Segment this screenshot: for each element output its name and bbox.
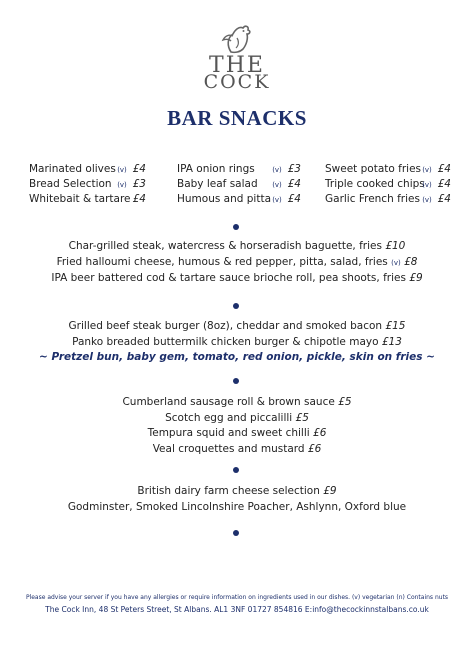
snack-price: £3	[287, 163, 301, 175]
burger-garnish-note: ~ Pretzel bun, baby gem, tomato, red onion, pickle, skin on fries ~	[39, 351, 435, 363]
divider-dot	[233, 303, 239, 309]
menu-item	[0, 484, 474, 500]
snack-column-2	[177, 162, 301, 207]
vegetarian-badge: (v)	[272, 196, 282, 204]
snack-price: £3	[132, 178, 146, 190]
menu-item	[0, 426, 474, 442]
snack-price: £4	[437, 193, 451, 205]
menu-item	[0, 411, 474, 427]
snack-price: £4	[437, 178, 451, 190]
vegetarian-badge: (v)	[117, 166, 127, 174]
snack-price: £4	[132, 193, 146, 205]
snack-price: £4	[132, 163, 146, 175]
menu-item-name: British dairy farm cheese selection	[137, 485, 320, 497]
menu-item	[0, 395, 474, 411]
divider-dot	[233, 378, 239, 384]
divider-dot	[233, 224, 239, 230]
menu-item-name: Veal croquettes and mustard	[152, 442, 305, 455]
logo	[0, 22, 474, 56]
menu-section-4	[0, 484, 474, 515]
snack-name: Triple cooked chips	[325, 178, 425, 190]
menu-item-name: IPA beer battered cod & tartare sauce brioche roll, pea shoots, fries	[51, 272, 406, 284]
snack-name: Sweet potato fries	[325, 163, 422, 175]
snack-price: £4	[287, 178, 301, 190]
menu-item-name: Fried halloumi cheese, humous & red pepper, pitta, salad, fries	[56, 255, 388, 268]
menu-item-price: £15	[385, 320, 406, 332]
snack-item	[177, 192, 301, 207]
menu-section-1	[0, 239, 474, 287]
vegetarian-badge: (v)	[422, 181, 432, 189]
cockerel-icon	[217, 22, 257, 56]
snack-column-1	[29, 162, 146, 207]
snack-item	[177, 162, 301, 177]
snack-price: £4	[437, 163, 451, 175]
menu-item-price: £5	[338, 396, 352, 408]
menu-item-price: £10	[385, 240, 406, 252]
menu-item	[0, 271, 474, 287]
address-line: The Cock Inn, 48 St Peters Street, St Albans. AL1 3NF 01727 854816 E:info@thecockinnstalbans.co.uk	[45, 605, 429, 614]
menu-item-name: Cumberland sausage roll & brown sauce	[122, 396, 335, 408]
logo-text-cock: COCK	[203, 71, 271, 93]
vegetarian-badge: (v)	[117, 181, 127, 189]
menu-item	[0, 239, 474, 255]
menu-item-price: £13	[381, 335, 402, 348]
page-title: BAR SNACKS	[167, 106, 307, 130]
menu-item-price: £5	[295, 411, 309, 424]
menu-item-price: £6	[313, 427, 327, 439]
menu-item-name: Char-grilled steak, watercress & horseradish baguette, fries	[68, 240, 382, 252]
snack-column-3	[325, 162, 451, 207]
menu-section-2	[0, 319, 474, 366]
snack-item	[325, 177, 451, 192]
snack-name: IPA onion rings	[177, 163, 255, 175]
menu-item	[0, 442, 474, 458]
vegetarian-badge: (v)	[272, 166, 282, 174]
divider-dot	[233, 467, 239, 473]
snack-name: Baby leaf salad	[177, 178, 258, 190]
snack-name: Whitebait & tartare	[29, 193, 131, 205]
snack-name: Garlic French fries	[325, 193, 420, 205]
allergy-note: Please advise your server if you have any allergies or require information on ingredients used in our dishes. (v) vegetarian (n) Contains nuts	[25, 594, 449, 601]
menu-item	[0, 255, 474, 272]
menu-item-price: £6	[307, 442, 322, 455]
menu-item-price: £9	[409, 272, 423, 284]
menu-item-price: £8	[404, 255, 418, 268]
snack-item	[325, 192, 451, 207]
menu-item-price: £9	[323, 485, 337, 497]
vegetarian-badge: (v)	[422, 166, 432, 174]
vegetarian-badge: (v)	[272, 181, 282, 189]
menu-item-name: Tempura squid and sweet chilli	[147, 427, 310, 439]
snack-item	[325, 162, 451, 177]
menu-section-3	[0, 395, 474, 457]
snack-name: Marinated olives	[29, 163, 116, 175]
snack-price: £4	[287, 193, 301, 205]
menu-item-name: Panko breaded buttermilk chicken burger & chipotle mayo	[72, 335, 379, 348]
snack-name: Humous and pitta	[177, 193, 272, 205]
menu-item	[0, 335, 474, 351]
snack-name: Bread Selection	[29, 178, 112, 190]
menu-item-name: Scotch egg and piccalilli	[165, 411, 293, 424]
menu-item-name: Grilled beef steak burger (8oz), cheddar and smoked bacon	[68, 320, 383, 332]
snack-item	[29, 192, 146, 207]
cheese-list: Godminster, Smoked Lincolnshire Poacher, Ashlynn, Oxford blue	[67, 500, 407, 513]
vegetarian-badge: (v)	[422, 196, 432, 204]
snack-item	[29, 162, 146, 177]
menu-item	[0, 319, 474, 335]
divider-dot	[233, 530, 239, 536]
snack-item	[29, 177, 146, 192]
vegetarian-badge: (v)	[391, 258, 401, 267]
logo-text-the: THE	[209, 53, 265, 78]
snack-item	[177, 177, 301, 192]
